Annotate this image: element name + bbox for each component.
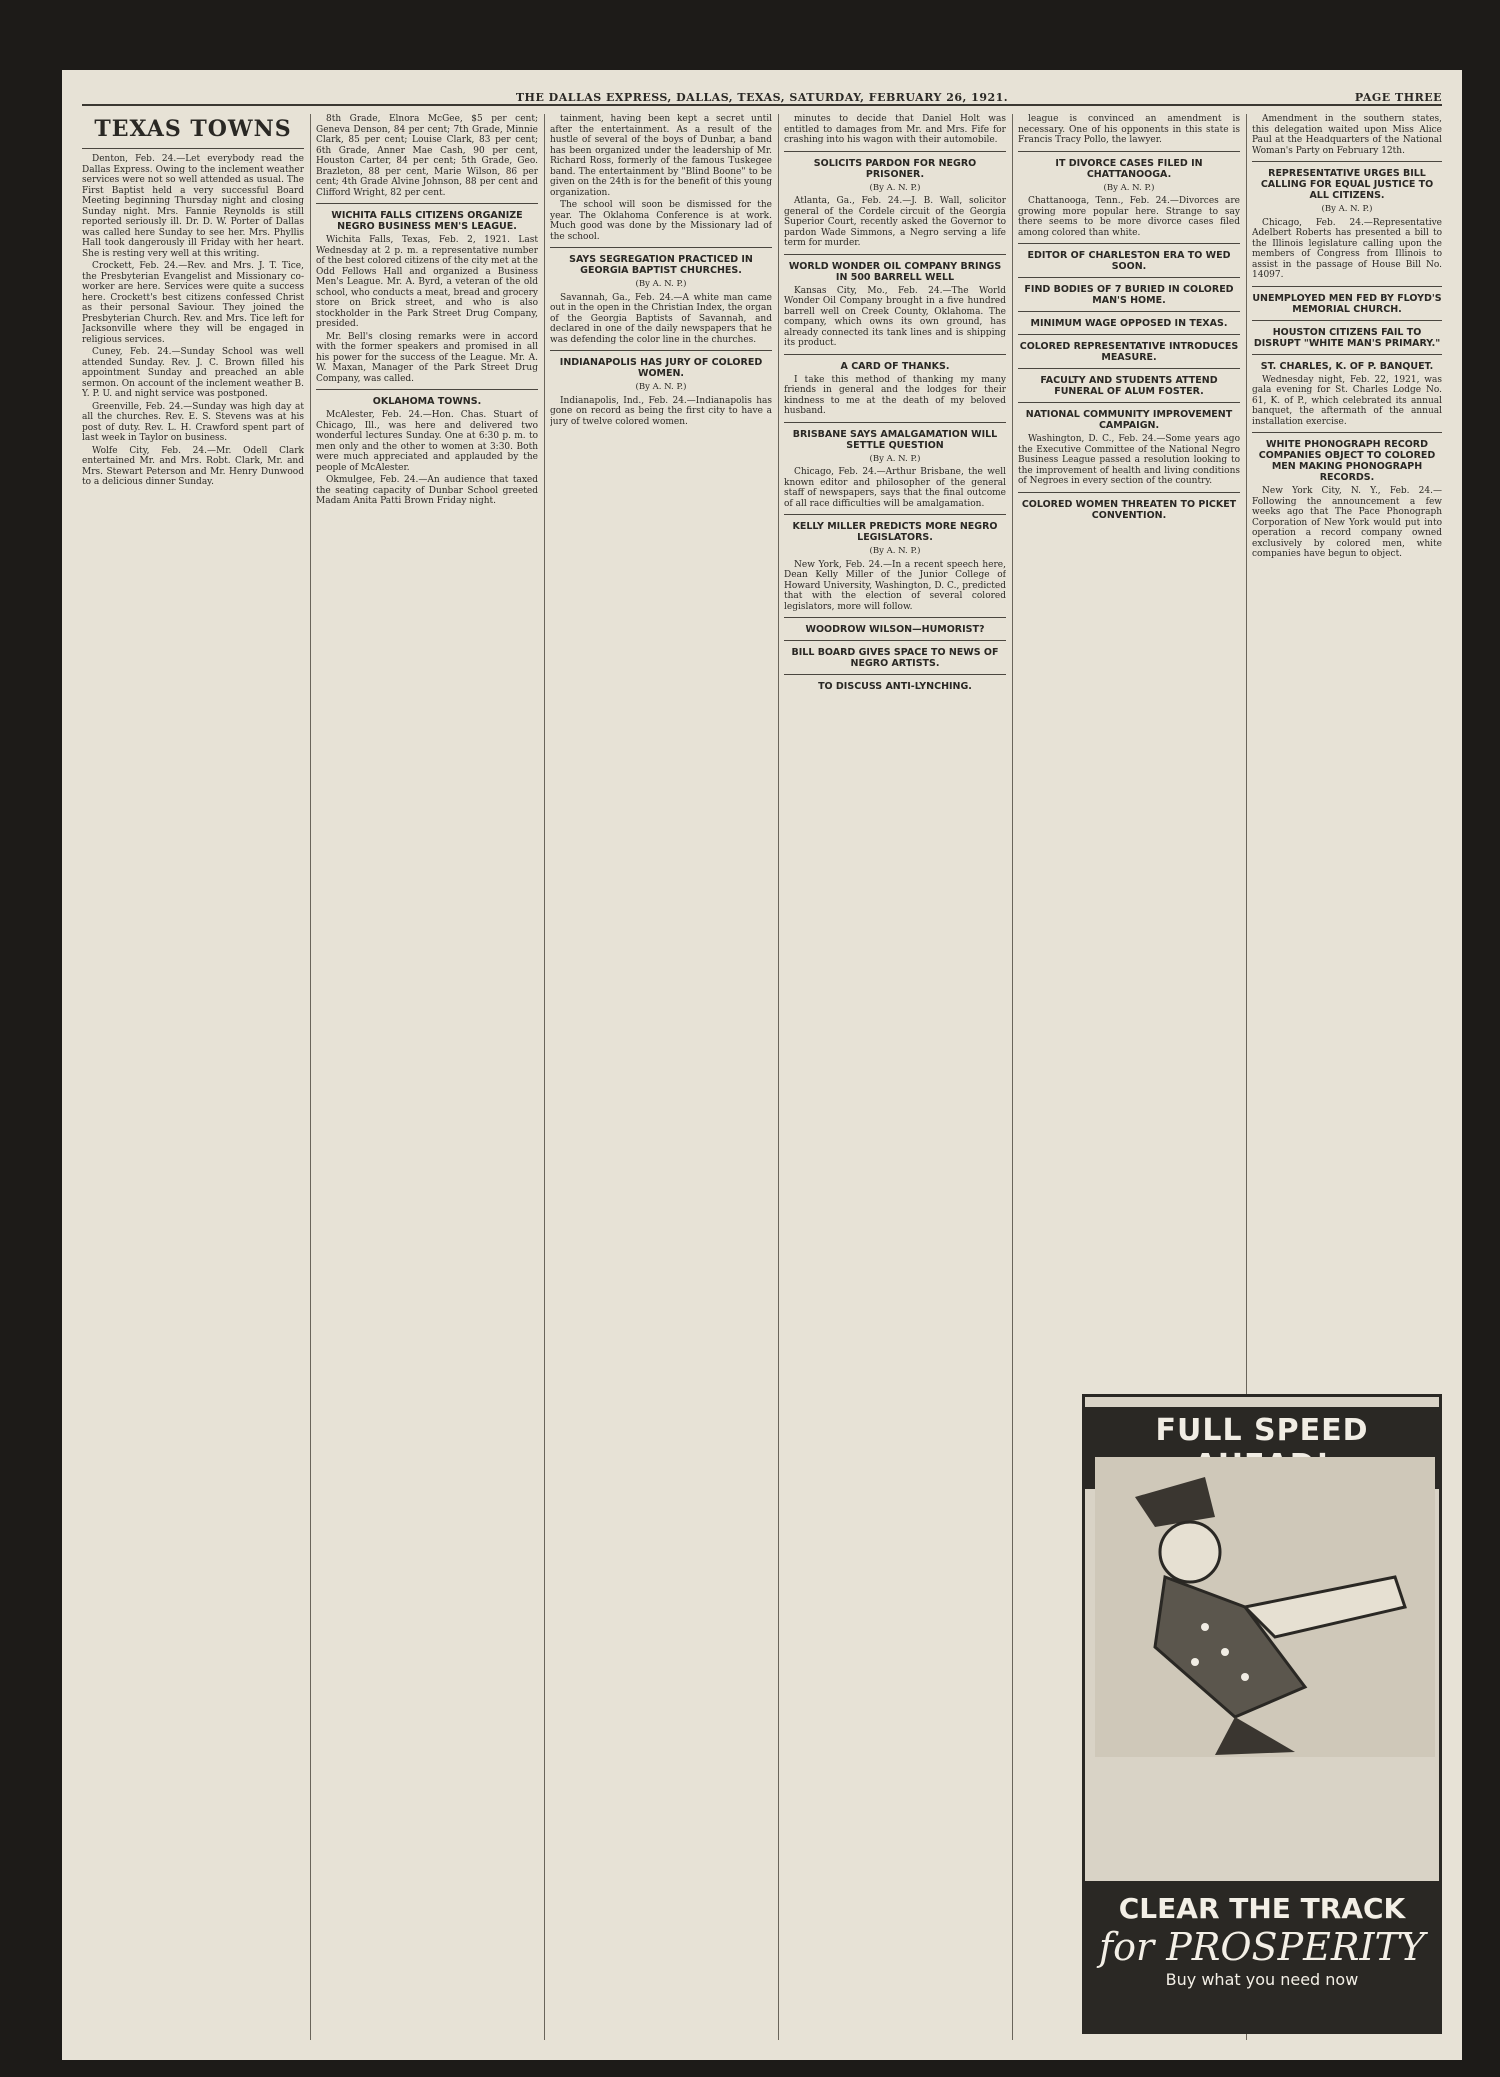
article-paragraph: Mr. Bell's closing remarks were in accord with the former speakers and promised in all his power for the success of the League. Mr. A. W. Maxan, Manager of the Park Street Drug Company, was called. [316, 331, 538, 384]
section-title: TEXAS TOWNS [94, 116, 292, 142]
rule [1018, 311, 1240, 312]
rule [1252, 161, 1442, 162]
column-divider [778, 114, 779, 2040]
col3-paragraphs-1 [550, 114, 772, 242]
col2-lead [316, 114, 538, 198]
headline: FACULTY AND STUDENTS ATTEND FUNERAL OF ALUM FOSTER. [1040, 375, 1218, 397]
article-paragraph: Chicago, Feb. 24.—Arthur Brisbane, the well known editor and philosopher of the general staff of newspapers, says that the final outcome of all race difficulties will be amalgamation. [784, 467, 1006, 509]
headline: EDITOR OF CHARLESTON ERA TO WED SOON. [1027, 250, 1231, 272]
headline: REPRESENTATIVE URGES BILL CALLING FOR EQUAL JUSTICE TO ALL CITIZENS. [1260, 168, 1434, 201]
column-1 [82, 114, 304, 2040]
article-paragraph: McAlester, Feb. 24.—Hon. Chas. Stuart of Chicago, Ill., was here and delivered two wonderful lectures Sunday. One at 6:30 p. m. to men only and the other to women at 3:30. Both were much appreciated and applauded by the people of McAlester. [316, 410, 538, 473]
rule [316, 389, 538, 390]
rule [784, 422, 1006, 423]
headline: WOODROW WILSON—HUMORIST? [805, 624, 985, 635]
rule [550, 247, 772, 248]
headline: COLORED WOMEN THREATEN TO PICKET CONVENTION. [1021, 498, 1237, 521]
byline: (By A. N. P.) [1103, 182, 1155, 193]
article-paragraph: Okmulgee, Feb. 24.—An audience that taxed the seating capacity of Dunbar School greeted Madam Anita Patti Brown Friday night. [316, 475, 538, 506]
uncle-sam-illustration [1095, 1457, 1435, 1757]
article-paragraph: Chicago, Feb. 24.—Representative Adelbert Roberts has presented a bill to the Illinois legislature calling upon the members of Congress from Illinois to assist in the passage of House Bill No. 14097. [1252, 217, 1442, 280]
byline: (By A. N. P.) [869, 453, 921, 464]
rule [784, 151, 1006, 152]
byline: (By A. N. P.) [635, 382, 687, 392]
rule [82, 148, 304, 149]
headline: WICHITA FALLS CITIZENS ORGANIZE NEGRO BUSINESS MEN'S LEAGUE. [331, 210, 523, 232]
rule [1252, 432, 1442, 433]
col6-paragraphs-4 [1252, 486, 1442, 560]
headline: NATIONAL COMMUNITY IMPROVEMENT CAMPAIGN. [1025, 409, 1233, 431]
article-paragraph: Washington, D. C., Feb. 24.—Some years ago the Executive Committee of the National Negro Business League passed a resolution looking to the improvement of health and living conditions of Negroes in every section of the country. [1018, 434, 1240, 486]
rule [316, 203, 538, 204]
col5-paragraphs-3 [1018, 434, 1240, 487]
rule [1018, 277, 1240, 278]
rule [1018, 243, 1240, 244]
rule [784, 514, 1006, 515]
headline: MINIMUM WAGE OPPOSED IN TEXAS. [1030, 318, 1228, 329]
article-paragraph: Greenville, Feb. 24.—Sunday was high day at all the churches. Rev. E. S. Stevens was at his post of duty. Rev. L. H. Crawford spent part of last week in Taylor on business. [82, 401, 304, 443]
col4-paragraphs-6 [784, 560, 1006, 613]
col4-paragraphs-4 [784, 375, 1006, 417]
col6-paragraphs-3 [1252, 375, 1442, 428]
rule [1252, 286, 1442, 287]
ad-slogan-line-2: for PROSPERITY [1099, 1925, 1425, 1969]
ad-slogan-line-1: CLEAR THE TRACK [1118, 1892, 1406, 1925]
rule [784, 354, 1006, 355]
rule [1018, 151, 1240, 152]
headline: FIND BODIES OF 7 BURIED IN COLORED MAN'S HOME. [1024, 284, 1234, 306]
col4-paragraphs-3 [784, 286, 1006, 349]
article-paragraph: tainment, having been kept a secret until after the entertainment. As a result of the hustle of several of the boys of Dunbar, a band has been organized under the leadership of Mr. Richard Ross, formerly of the famous Tuskegee band. The entertainment by "Blind Boone" to be given on the 24th is for the benefit of this young organization. [550, 114, 772, 198]
byline: (By A. N. P.) [869, 182, 921, 193]
rule [784, 617, 1006, 618]
col5-paragraphs-2 [1018, 196, 1240, 238]
article-paragraph: minutes to decide that Daniel Holt was entitled to damages from Mr. and Mrs. Fife for crashing into his wagon with their automobile. [784, 114, 1006, 145]
headline: WORLD WONDER OIL COMPANY BRINGS IN 500 BARRELL WELL [788, 260, 1002, 283]
rule [1018, 334, 1240, 335]
rule [784, 640, 1006, 641]
ad-slogan-line-3: Buy what you need now [1165, 1970, 1359, 1989]
headline: IT DIVORCE CASES FILED IN CHATTANOOGA. [1055, 157, 1203, 180]
article-paragraph: Savannah, Ga., Feb. 24.—A white man came out in the open in the Christian Index, the organ of the Georgia Baptists of Savannah, and declared in one of the daily newspapers that he was defending the color line in the churches. [550, 292, 772, 345]
article-paragraph: Amendment in the southern states, this delegation waited upon Miss Alice Paul at the Headquarters of the National Woman's Party on February 12th. [1252, 114, 1442, 156]
rule [784, 254, 1006, 255]
headline: BRISBANE SAYS AMALGAMATION WILL SETTLE QUESTION [792, 428, 998, 451]
byline: (By A. N. P.) [1321, 204, 1373, 214]
ad-container [1082, 1394, 1442, 2034]
article-paragraph: Cuney, Feb. 24.—Sunday School was well attended Sunday. Rev. J. C. Brown filled his appointment Sunday and preached an able sermon. On account of the inclement weather B. Y. P. U. and night service was postponed. [82, 347, 304, 399]
article-paragraph: Atlanta, Ga., Feb. 24.—J. B. Wall, solicitor general of the Cordele circuit of the Georgia Superior Court, recently asked the Governor to pardon Wade Simmons, a Negro serving a life term for murder. [784, 196, 1006, 248]
byline: (By A. N. P.) [869, 546, 921, 556]
col4-paragraphs-5 [784, 467, 1006, 509]
headline: SOLICITS PARDON FOR NEGRO PRISONER. [813, 157, 977, 180]
column-divider [310, 114, 311, 2040]
col1-paragraphs [82, 154, 304, 488]
headline: WHITE PHONOGRAPH RECORD COMPANIES OBJECT TO COLORED MEN MAKING PHONOGRAPH RECORDS. [1258, 439, 1436, 483]
headline: A CARD OF THANKS. [840, 360, 950, 372]
article-paragraph: Chattanooga, Tenn., Feb. 24.—Divorces are growing more popular here. Strange to say there seems to be more divorce cases filed among colored than white. [1018, 196, 1240, 238]
headline: OKLAHOMA TOWNS. [372, 396, 482, 407]
headline: INDIANAPOLIS HAS JURY OF COLORED WOMEN. [559, 357, 763, 379]
col3-paragraphs-3 [550, 396, 772, 428]
article-paragraph: New York City, N. Y., Feb. 24.—Following the announcement a few weeks ago that The Pace Phonograph Corporation of New York would put into operation a record company owned exclusively by colored men, white companies have begun to object. [1252, 486, 1442, 559]
advertisement [1082, 1394, 1442, 2034]
article-paragraph: Kansas City, Mo., Feb. 24.—The World Wonder Oil Company brought in a five hundred barrell well on Creek County, Oklahoma. The company, which owns its own ground, has already connected its tank lines and is shipping its product. [784, 285, 1006, 348]
article-paragraph: Crockett, Feb. 24.—Rev. and Mrs. J. T. Tice, the Presbyterian Evangelist and Missionary co-worker are here. Services were quite a success here. Crockett's best citizens confessed Christ as their personal Saviour. They joined the Presbyterian Church. Rev. and Mrs. Tice left for Jacksonville where they will be engaged in religious services. [82, 261, 304, 345]
rule [1018, 402, 1240, 403]
article-paragraph: The school will soon be dismissed for the year. The Oklahoma Conference is at work. Much good was done by the Missionary lad of the school. [550, 200, 772, 242]
headline: KELLY MILLER PREDICTS MORE NEGRO LEGISLATORS. [792, 521, 998, 543]
headline: COLORED REPRESENTATIVE INTRODUCES MEASURE. [1019, 341, 1239, 363]
col6-paragraphs-1 [1252, 114, 1442, 156]
col3-paragraphs-2 [550, 293, 772, 346]
column-4 [784, 114, 1006, 2040]
article-paragraph: I take this method of thanking my many friends in general and the lodges for their kindness to me at the death of my beloved husband. [784, 374, 1006, 416]
ad-title: FULL SPEED [1085, 1407, 1439, 1489]
headline: HOUSTON CITIZENS FAIL TO DISRUPT "WHITE MAN'S PRIMARY." [1253, 326, 1441, 349]
col2-paragraphs-1 [316, 235, 538, 384]
headline: UNEMPLOYED MEN FED BY FLOYD'S MEMORIAL CHURCH. [1252, 292, 1442, 315]
column-3 [550, 114, 772, 2040]
rule [1252, 354, 1442, 355]
col6-paragraphs-2 [1252, 218, 1442, 281]
rule [1018, 368, 1240, 369]
rule [784, 674, 1006, 675]
headline: SAYS SEGREGATION PRACTICED IN GEORGIA BAPTIST CHURCHES. [569, 254, 753, 276]
article-paragraph: Wolfe City, Feb. 24.—Mr. Odell Clark entertained Mr. and Mrs. Robt. Clark, Mr. and Mrs. Stewart Peterson and Mr. Henry Dunwood to a delicious dinner Sunday. [82, 445, 304, 487]
column-divider [544, 114, 545, 2040]
ad-slogan [1085, 1893, 1439, 1991]
newspaper-page [62, 70, 1462, 2060]
column-2 [316, 114, 538, 2040]
rule [1018, 492, 1240, 493]
headline: TO DISCUSS ANTI-LYNCHING. [818, 681, 972, 692]
rule [550, 350, 772, 351]
byline: (By A. N. P.) [635, 279, 687, 289]
article-paragraph: 8th Grade, Elnora McGee, $5 per cent; Geneva Denson, 84 per cent; 7th Grade, Minnie Clark, 85 per cent; Louise Clark, 83 per cent; 6th Grade, Anner Mae Cash, 90 per cent, Houston Carter, 84 per cent; 5th Grade, Geo. Brazleton, 88 per cent, Marie Wilson, 86 per cent; 4th Grade Alvine Johnson, 88 per cent and Clifford Wright, 82 per cent. [316, 114, 538, 198]
headline: BILL BOARD GIVES SPACE TO NEWS OF NEGRO ARTISTS. [791, 647, 999, 669]
article-paragraph: New York, Feb. 24.—In a recent speech here, Dean Kelly Miller of the Junior College of Howard University, Washington, D. C., predicted that with the election of several colored legislators, more will follow. [784, 559, 1006, 612]
col2-paragraphs-2 [316, 410, 538, 507]
masthead-line: THE DALLAS EXPRESS, DALLAS, TEXAS, SATURDAY, FEBRUARY 26, 1921. [515, 91, 1009, 104]
col4-paragraphs-2 [784, 196, 1006, 249]
article-paragraph: Wednesday night, Feb. 22, 1921, was gala evening for St. Charles Lodge No. 61, K. of P., which celebrated its annual banquet, the aftermath of the annual installation exercise. [1252, 374, 1442, 427]
col5-paragraphs-1 [1018, 114, 1240, 146]
headline: ST. CHARLES, K. OF P. BANQUET. [1260, 360, 1434, 372]
page-number-label: PAGE THREE [1354, 91, 1442, 104]
article-paragraph: Wichita Falls, Texas, Feb. 2, 1921. Last Wednesday at 2 p. m. a representative number of the best colored citizens of the city met at the Odd Fellows Hall and organized a Business Men's League. Mr. A. Byrd, a veteran of the old school, who conducts a meat, bread and grocery store on Brick street, and who is also stockholder in the Park Street Drug Company, presided. [316, 235, 538, 329]
column-divider [1012, 114, 1013, 2040]
col4-paragraphs-1 [784, 114, 1006, 146]
article-paragraph: Indianapolis, Ind., Feb. 24.—Indianapolis has gone on record as being the first city to have a jury of twelve colored women. [550, 395, 772, 427]
page-header [82, 84, 1442, 106]
article-paragraph: league is convinced an amendment is necessary. One of his opponents in this state is Francis Tracy Pollo, the lawyer. [1018, 114, 1240, 145]
rule [1252, 320, 1442, 321]
article-paragraph: Denton, Feb. 24.—Let everybody read the Dallas Express. Owing to the inclement weather services were not so well attended as usual. The First Baptist held a very successful Board Meeting beginning Thursday night and closing Sunday night. Mrs. Fannie Reynolds is still reported seriously ill. Dr. D. W. Porter of Dallas was called here Sunday to see her. Mrs. Phyllis Hall took dangerously ill Friday with her heart. She is resting very well at this writing. [82, 154, 304, 259]
columns-area [82, 114, 1442, 2040]
